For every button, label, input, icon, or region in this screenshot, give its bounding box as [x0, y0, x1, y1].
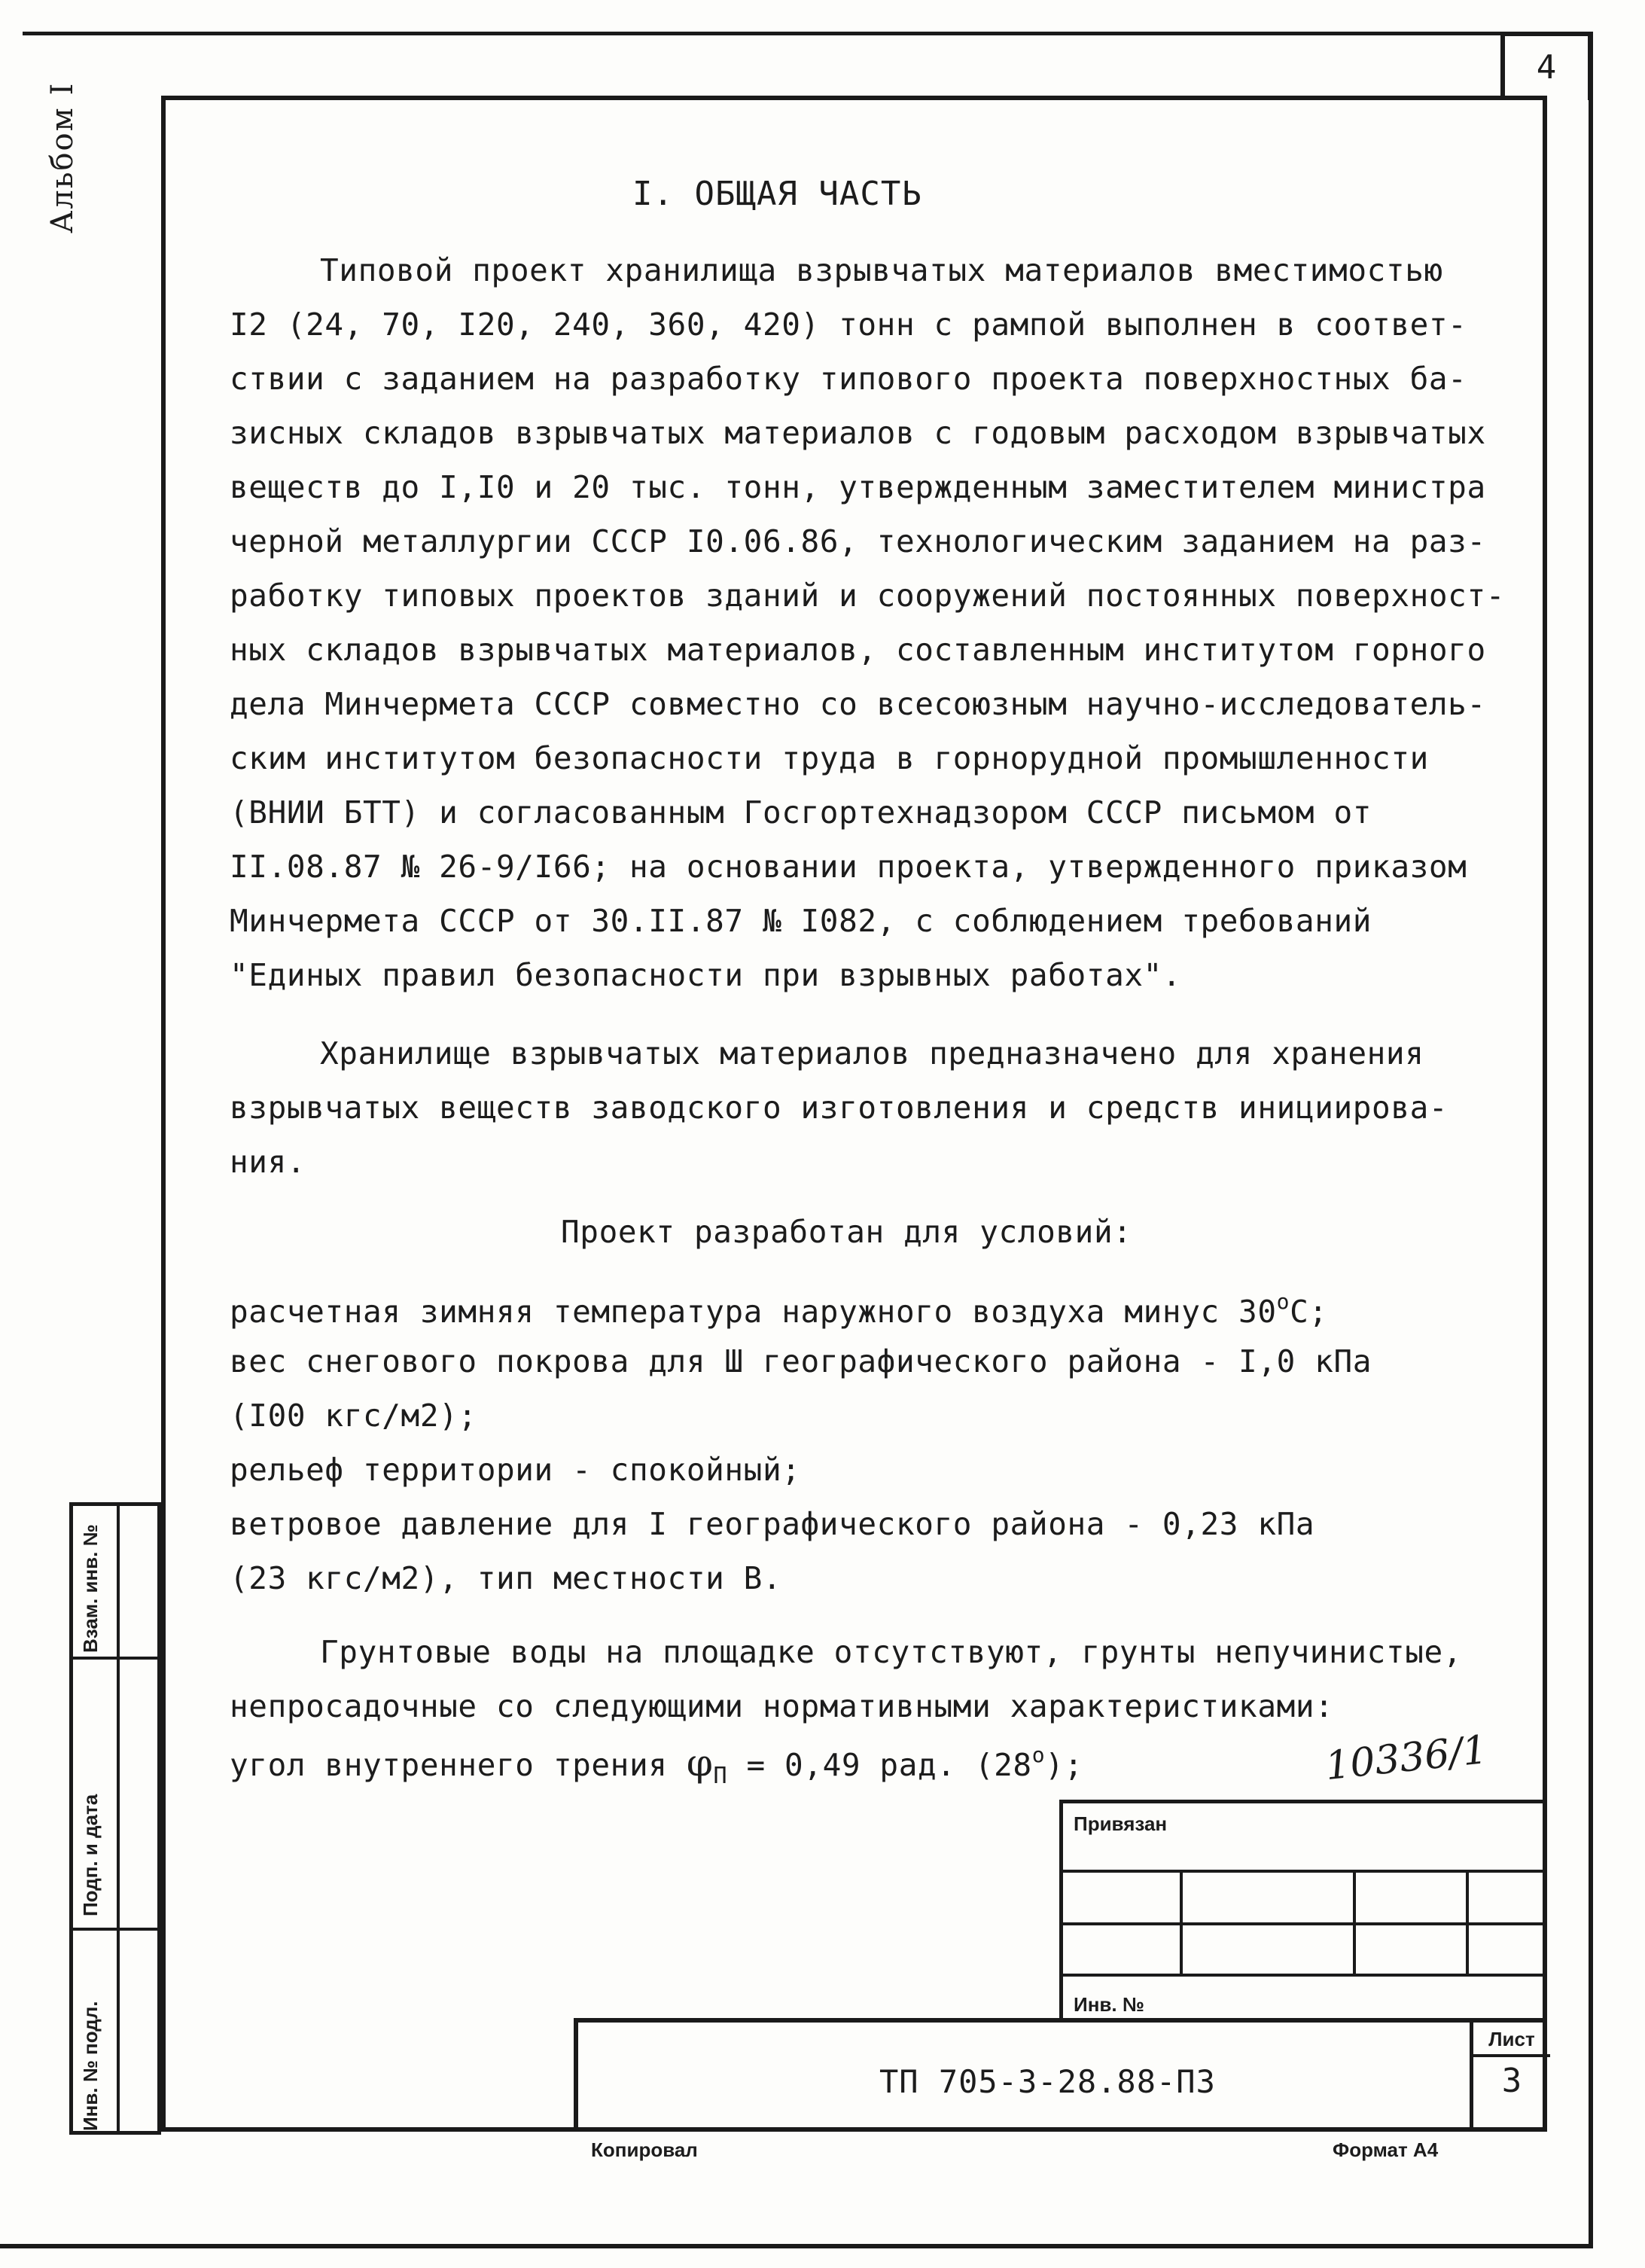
sheet-number: 3	[1501, 2062, 1522, 2100]
temperature-unit: С;	[1290, 1294, 1328, 1330]
paragraph-line: Хранилище взрывчатых материалов предназначено для хранения	[320, 1035, 1424, 1072]
paragraph-line: работку типовых проектов зданий и сооружений постоянных поверхност-	[230, 578, 1506, 614]
bottom-rule	[0, 2244, 1593, 2248]
paragraph-line: дела Минчермета СССР совместно со всесоюзным научно-исследователь-	[230, 686, 1486, 722]
footer-copied: Копировал	[591, 2138, 698, 2161]
paragraph-line: непросадочные со следующими нормативными характеристиками:	[230, 1688, 1334, 1724]
paragraph-line: черной металлургии СССР I0.06.86, технологическим заданием на раз-	[230, 523, 1486, 559]
stamp-divider	[73, 1657, 157, 1660]
paragraph-line: ствии с заданием на разработку типового проекта поверхностных ба-	[230, 361, 1467, 397]
condition-temperature	[230, 1289, 1328, 1330]
condition-wind: ветровое давление для I географического района - 0,23 кПа	[230, 1506, 1315, 1542]
degree-mark: о	[1276, 1289, 1290, 1314]
stamp-divider	[117, 1506, 120, 2131]
sheet-cell	[1470, 2023, 1550, 2132]
table-rule	[1063, 1870, 1546, 1873]
paragraph-line: I2 (24, 70, I20, 240, 360, 420) тонн с рампой выполнен в соответ-	[230, 306, 1467, 343]
table-rule	[1466, 1870, 1469, 1975]
document-code: ТП 705-3-28.88-ПЗ	[879, 2063, 1216, 2100]
album-label: Альбом I	[45, 81, 80, 233]
condition-snow-kgs: (I00 кгс/м2);	[230, 1398, 477, 1434]
stamp-divider	[73, 1928, 157, 1931]
friction-angle-line	[230, 1741, 1083, 1789]
friction-suffix: );	[1045, 1747, 1083, 1783]
friction-value: = 0,49 рад. (28	[746, 1747, 1032, 1783]
footer-format: Формат А4	[1333, 2138, 1439, 2161]
paragraph-line: ных складов взрывчатых материалов, составленным институтом горного	[230, 632, 1486, 668]
condition-snow: вес снегового покрова для Ш географического района - I,0 кПа	[230, 1343, 1372, 1379]
top-rule	[23, 32, 1506, 35]
paragraph-line: Типовой проект хранилища взрывчатых материалов вместимостью	[320, 252, 1443, 288]
stamp-label-inv-podl: Инв. № подл.	[79, 2001, 102, 2131]
phi-symbol: φ	[686, 1741, 714, 1785]
paragraph-line: взрывчатых веществ заводского изготовления и средств инициирова-	[230, 1090, 1449, 1126]
stamp-label-podp: Подп. и дата	[79, 1794, 102, 1916]
phi-subscript: П	[713, 1763, 728, 1789]
table-rule	[1180, 1870, 1183, 1975]
paragraph-line: Грунтовые воды на площадке отсутствуют, грунты непучинистые,	[320, 1634, 1463, 1670]
paragraph-line: зисных складов взрывчатых материалов с годовым расходом взрывчатых	[230, 415, 1486, 451]
paragraph-line: веществ до I,I0 и 20 тыс. тонн, утвержденным заместителем министра	[230, 469, 1486, 505]
handwritten-number: 10336/1	[1323, 1727, 1490, 1790]
binding-title: Привязан	[1074, 1812, 1168, 1835]
inventory-number-label: Инв. №	[1074, 1993, 1144, 2016]
approval-stamp-column	[69, 1502, 161, 2135]
page-number: 4	[1500, 32, 1592, 100]
temperature-text: расчетная зимняя температура наружного воздуха минус 30	[230, 1294, 1277, 1330]
binding-table	[1059, 1800, 1546, 2022]
table-rule	[1063, 1974, 1546, 1977]
paragraph-line: ния.	[230, 1144, 306, 1180]
paragraph-line: ским институтом безопасности труда в горнорудной промышленности	[230, 740, 1429, 776]
degree-mark: о	[1031, 1742, 1046, 1767]
section-heading: I. ОБЩАЯ ЧАСТЬ	[632, 175, 922, 213]
conditions-title: Проект разработан для условий:	[561, 1214, 1132, 1250]
stamp-label-vzam: Взам. инв. №	[79, 1524, 102, 1653]
paragraph-line: II.08.87 № 26-9/I66; на основании проекта, утвержденного приказом	[230, 849, 1467, 885]
table-rule	[1353, 1870, 1356, 1975]
right-rule	[1589, 32, 1593, 2245]
paragraph-line: (ВНИИ БТТ) и согласованным Госгортехнадзором СССР письмом от	[230, 794, 1372, 831]
paragraph-line: Минчермета СССР от 30.II.87 № I082, с соблюдением требований	[230, 903, 1372, 939]
condition-relief: рельеф территории - спокойный;	[230, 1452, 801, 1488]
friction-text: угол внутреннего трения	[230, 1747, 668, 1783]
table-rule	[1063, 1922, 1546, 1925]
paragraph-line: "Единых правил безопасности при взрывных работах".	[230, 957, 1182, 993]
title-block	[574, 2018, 1546, 2132]
sheet-label: Лист	[1473, 2023, 1550, 2057]
condition-wind-kgs: (23 кгс/м2), тип местности В.	[230, 1560, 782, 1596]
